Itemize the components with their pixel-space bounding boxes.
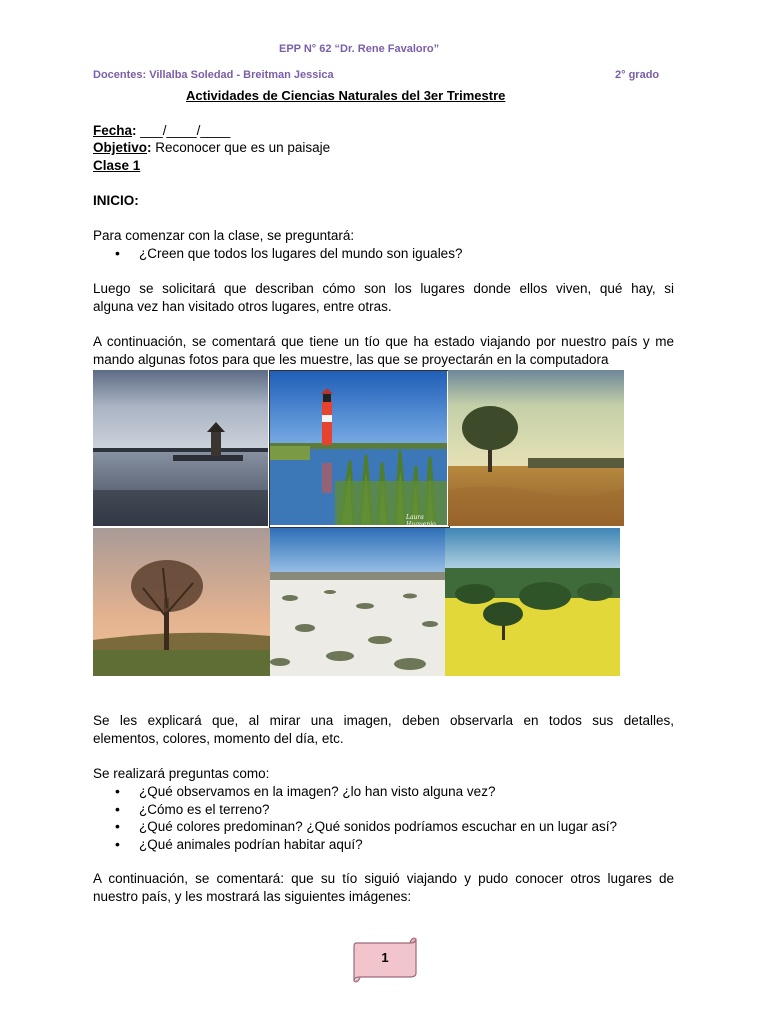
tree-grassland-photo xyxy=(448,370,624,526)
intro-text: Para comenzar con la clase, se preguntará: xyxy=(93,228,355,243)
date-blank: ___/____/____ xyxy=(136,123,231,138)
date-line xyxy=(93,122,230,140)
grade-label: 2° grado xyxy=(615,69,660,81)
paragraph-4-line-2: nuestro país, y les mostrará las siguientes imágenes: xyxy=(93,889,412,904)
objective-line xyxy=(93,139,330,157)
paragraph-2-line-1: A continuación, se comentará que tiene un tío que ha estado viajando por nuestro país y me xyxy=(93,334,674,349)
lighthouse-photo xyxy=(269,370,450,528)
list-item: • ¿Cómo es el terreno? xyxy=(93,801,693,819)
objective-colon: : xyxy=(147,140,152,155)
paragraph-1-line-2: alguna vez han visitado otros lugares, entre otras. xyxy=(93,299,392,314)
list-item: • ¿Qué animales podrían habitar aquí? xyxy=(93,836,693,854)
objective-label: Objetivo xyxy=(93,140,148,155)
list-item: • ¿Creen que todos los lugares del mundo son iguales? xyxy=(93,245,693,263)
class-title: Clase 1 xyxy=(93,158,141,173)
date-label: Fecha xyxy=(93,123,133,138)
salt-flat-photo xyxy=(270,528,445,676)
date-colon: : xyxy=(132,123,137,138)
yellow-field-photo xyxy=(445,528,620,676)
intro-bullet-list xyxy=(93,245,693,263)
document-title: Actividades de Ciencias Naturales del 3er Trimestre xyxy=(186,88,506,103)
list-item: • ¿Qué observamos en la imagen? ¿lo han visto alguna vez? xyxy=(93,783,693,801)
inicio-heading: INICIO: xyxy=(93,193,139,208)
paragraph-3-line-1: Se les explicará que, al mirar una imagen, deben observarla en todos sus detalles, xyxy=(93,713,674,728)
page-number-scroll xyxy=(350,937,418,983)
tree-sunset-photo xyxy=(93,528,270,676)
list-item: • ¿Qué colores predominan? ¿Qué sonidos podríamos escuchar en un lugar así? xyxy=(93,818,693,836)
paragraph-4-line-1: A continuación, se comentará: que su tío siguió viajando y pudo conocer otros lugares de xyxy=(93,871,674,886)
school-name: EPP N° 62 “Dr. Rene Favaloro” xyxy=(279,43,440,55)
photo-signature: Laura Huguenjo xyxy=(406,514,436,528)
paragraph-3-line-2: elementos, colores, momento del día, etc. xyxy=(93,731,344,746)
paragraph-1-line-1: Luego se solicitará que describan cómo son los lugares donde ellos viven, qué hay, si xyxy=(93,281,674,296)
pier-photo xyxy=(93,370,268,526)
paragraph-2-line-2: mando algunas fotos para que les muestre, las que se proyectarán en la computadora xyxy=(93,352,609,367)
questions-intro: Se realizará preguntas como: xyxy=(93,766,270,781)
questions-list xyxy=(93,783,693,853)
teachers-line: Docentes: Villalba Soledad - Breitman Jessica xyxy=(93,69,334,81)
page-number: 1 xyxy=(381,950,389,965)
objective-text: Reconocer que es un paisaje xyxy=(151,140,331,155)
